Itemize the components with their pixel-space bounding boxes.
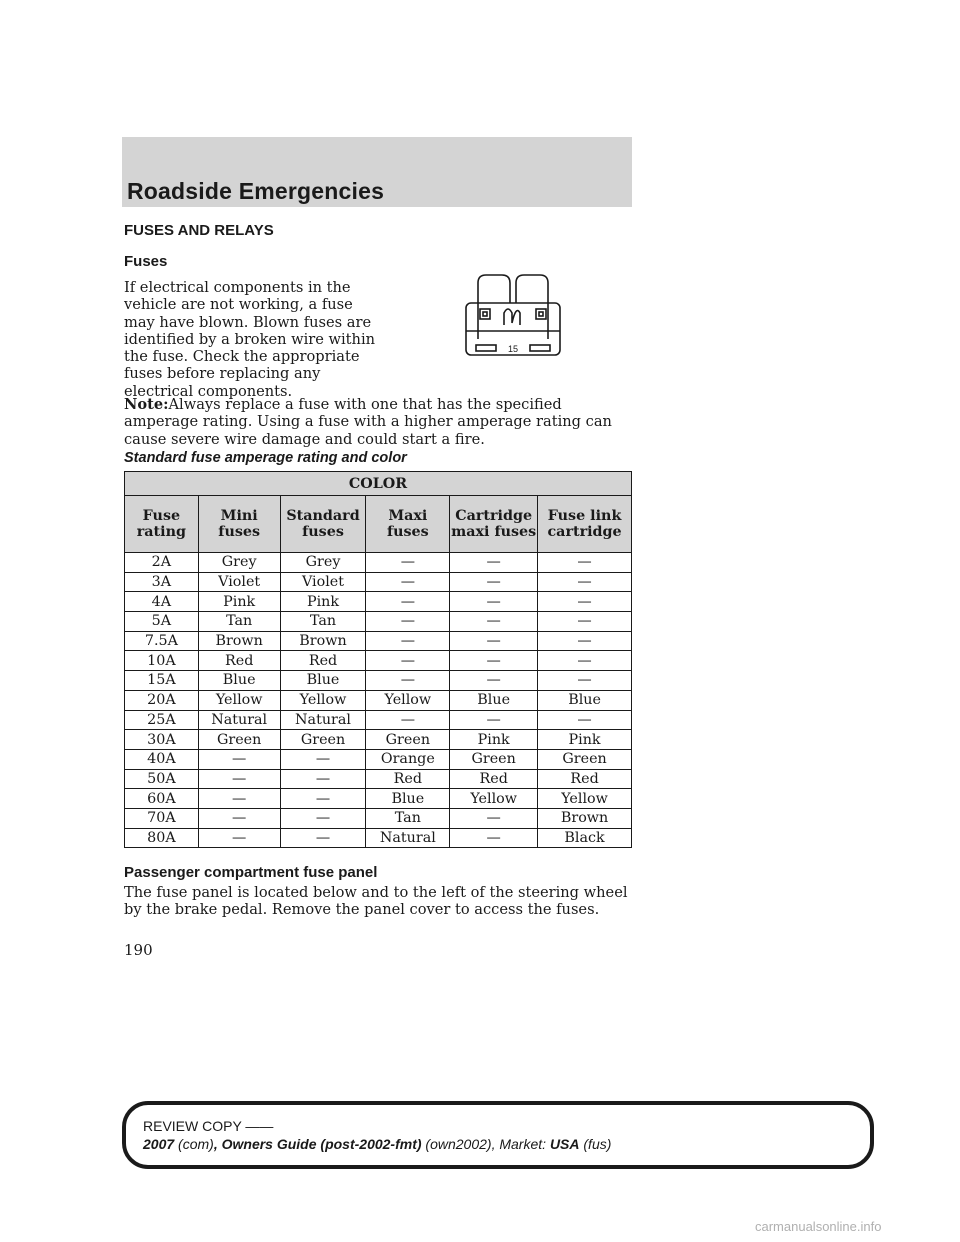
table-cell: 25A <box>125 710 199 730</box>
table-cell: — <box>538 710 632 730</box>
sub-heading-fuses: Fuses <box>124 253 168 270</box>
table-cell: Pink <box>280 592 366 612</box>
table-row <box>125 769 632 789</box>
table-cell: — <box>198 789 280 809</box>
table-cell: — <box>280 789 366 809</box>
table-cell: Natural <box>280 710 366 730</box>
table-cell: — <box>280 749 366 769</box>
column-header: Standard fuses <box>280 496 366 553</box>
table-cell: — <box>538 612 632 632</box>
table-cell: Natural <box>198 710 280 730</box>
table-cell: 80A <box>125 828 199 848</box>
table-row <box>125 553 632 573</box>
table-cell: Red <box>198 651 280 671</box>
table-row <box>125 710 632 730</box>
main-heading: FUSES AND RELAYS <box>124 222 274 239</box>
table-cell: Grey <box>198 553 280 573</box>
table-cell: Yellow <box>366 690 450 710</box>
table-row <box>125 828 632 848</box>
table-cell: Blue <box>450 690 538 710</box>
document-info-part: (fus) <box>579 1136 612 1152</box>
table-cell: — <box>198 749 280 769</box>
table-cell: 5A <box>125 612 199 632</box>
table-caption: Standard fuse amperage rating and color <box>124 450 407 466</box>
column-header: Maxi fuses <box>366 496 450 553</box>
table-cell: — <box>198 808 280 828</box>
table-cell: Pink <box>538 730 632 750</box>
table-cell: — <box>450 612 538 632</box>
note-paragraph <box>124 396 636 448</box>
fuse-color-table <box>124 471 632 848</box>
fuse-wire <box>504 309 520 325</box>
table-body <box>125 553 632 848</box>
table-cell: Yellow <box>450 789 538 809</box>
table-cell: — <box>366 553 450 573</box>
table-cell: — <box>450 553 538 573</box>
table-cell: Pink <box>198 592 280 612</box>
section-title: Roadside Emergencies <box>127 178 385 204</box>
table-cell: — <box>450 651 538 671</box>
table-cell: — <box>366 651 450 671</box>
table-cell: — <box>538 671 632 691</box>
table-cell: 30A <box>125 730 199 750</box>
table-row <box>125 592 632 612</box>
column-header: Fuse rating <box>125 496 199 553</box>
table-cell: Yellow <box>198 690 280 710</box>
table-cell: 7.5A <box>125 631 199 651</box>
table-cell: Red <box>538 769 632 789</box>
table-row <box>125 671 632 691</box>
table-cell: Red <box>366 769 450 789</box>
table-cell: Green <box>450 749 538 769</box>
table-cell: — <box>280 828 366 848</box>
table-cell: Green <box>280 730 366 750</box>
table-cell: Violet <box>280 572 366 592</box>
table-cell: — <box>198 769 280 789</box>
table-row <box>125 789 632 809</box>
table-cell: — <box>280 808 366 828</box>
fuse-left-blade <box>478 275 510 339</box>
table-cell: Orange <box>366 749 450 769</box>
table-cell: Tan <box>366 808 450 828</box>
table-cell: 4A <box>125 592 199 612</box>
table-row <box>125 690 632 710</box>
table-cell: 2A <box>125 553 199 573</box>
table-cell: — <box>366 671 450 691</box>
table-row <box>125 651 632 671</box>
fuse-illustration <box>464 273 562 359</box>
table-cell: Blue <box>198 671 280 691</box>
table-cell: 40A <box>125 749 199 769</box>
column-header: Mini fuses <box>198 496 280 553</box>
table-cell: Violet <box>198 572 280 592</box>
document-info-part: (com) <box>174 1136 214 1152</box>
note-text: Always replace a fuse with one that has the specified amperage rating. Using a fuse with a higher amperage rating can cause severe wire damage and could start a fire. <box>124 396 612 448</box>
table-cell: Black <box>538 828 632 848</box>
table-cell: 50A <box>125 769 199 789</box>
table-cell: — <box>366 572 450 592</box>
table-cell: 20A <box>125 690 199 710</box>
table-cell: — <box>366 710 450 730</box>
table-cell: — <box>450 631 538 651</box>
table-row <box>125 730 632 750</box>
document-info-part: , Market: <box>491 1136 550 1152</box>
table-cell: — <box>450 710 538 730</box>
table-cell: Red <box>450 769 538 789</box>
table-cell: Grey <box>280 553 366 573</box>
document-info-line <box>143 1136 611 1152</box>
document-info-part: (own2002) <box>421 1136 492 1152</box>
table-cell: — <box>538 553 632 573</box>
column-header: Fuse link cartridge <box>538 496 632 553</box>
document-info-part: 2007 <box>143 1136 175 1152</box>
page-number: 190 <box>124 941 153 959</box>
table-cell: — <box>450 808 538 828</box>
table-cell: 60A <box>125 789 199 809</box>
table-cell: Blue <box>538 690 632 710</box>
table-cell: — <box>366 631 450 651</box>
document-info-part: USA <box>549 1136 580 1152</box>
table-row <box>125 612 632 632</box>
intro-paragraph: If electrical components in the vehicle are not working, a fuse may have blown. Blown fuses are identified by a broken wire within the fuse. Check the appropriate fuses before replacing any electrical components. <box>124 279 376 400</box>
fuse-rating-label: 15 <box>507 344 519 354</box>
table-cell: — <box>538 572 632 592</box>
table-row <box>125 631 632 651</box>
column-header: Cartridge maxi fuses <box>450 496 538 553</box>
document-info-part: , Owners Guide (post-2002-fmt) <box>213 1136 422 1152</box>
panel-heading: Passenger compartment fuse panel <box>124 864 378 881</box>
table-cell: 70A <box>125 808 199 828</box>
table-cell: — <box>450 572 538 592</box>
note-label: Note: <box>124 396 169 413</box>
table-cell: Red <box>280 651 366 671</box>
panel-paragraph: The fuse panel is located below and to the left of the steering wheel by the brake pedal. Remove the panel cover to access the fuses. <box>124 884 628 919</box>
table-cell: Blue <box>280 671 366 691</box>
table-cell: — <box>366 592 450 612</box>
table-cell: — <box>450 828 538 848</box>
table-cell: — <box>450 671 538 691</box>
table-cell: Tan <box>280 612 366 632</box>
table-cell: Tan <box>198 612 280 632</box>
review-copy-label: REVIEW COPY —— <box>143 1118 274 1134</box>
table-cell: Blue <box>366 789 450 809</box>
table-row <box>125 808 632 828</box>
table-cell: Green <box>198 730 280 750</box>
table-cell: Natural <box>366 828 450 848</box>
review-copy-box <box>122 1101 874 1169</box>
fuse-right-blade <box>516 275 548 339</box>
table-cell: Green <box>366 730 450 750</box>
table-cell: Brown <box>198 631 280 651</box>
table-cell: 15A <box>125 671 199 691</box>
table-cell: — <box>450 592 538 612</box>
table-cell: — <box>538 631 632 651</box>
color-group-header: COLOR <box>125 472 632 496</box>
table-cell: — <box>366 612 450 632</box>
table-row <box>125 749 632 769</box>
table-cell: Brown <box>538 808 632 828</box>
table-cell: Yellow <box>538 789 632 809</box>
table-cell: Green <box>538 749 632 769</box>
table-cell: Brown <box>280 631 366 651</box>
table-cell: — <box>280 769 366 789</box>
table-cell: 3A <box>125 572 199 592</box>
table-row <box>125 572 632 592</box>
table-cell: — <box>538 651 632 671</box>
table-cell: Yellow <box>280 690 366 710</box>
table-cell: — <box>538 592 632 612</box>
table-cell: 10A <box>125 651 199 671</box>
watermark: carmanualsonline.info <box>755 1219 882 1234</box>
table-cell: Pink <box>450 730 538 750</box>
table-cell: — <box>198 828 280 848</box>
